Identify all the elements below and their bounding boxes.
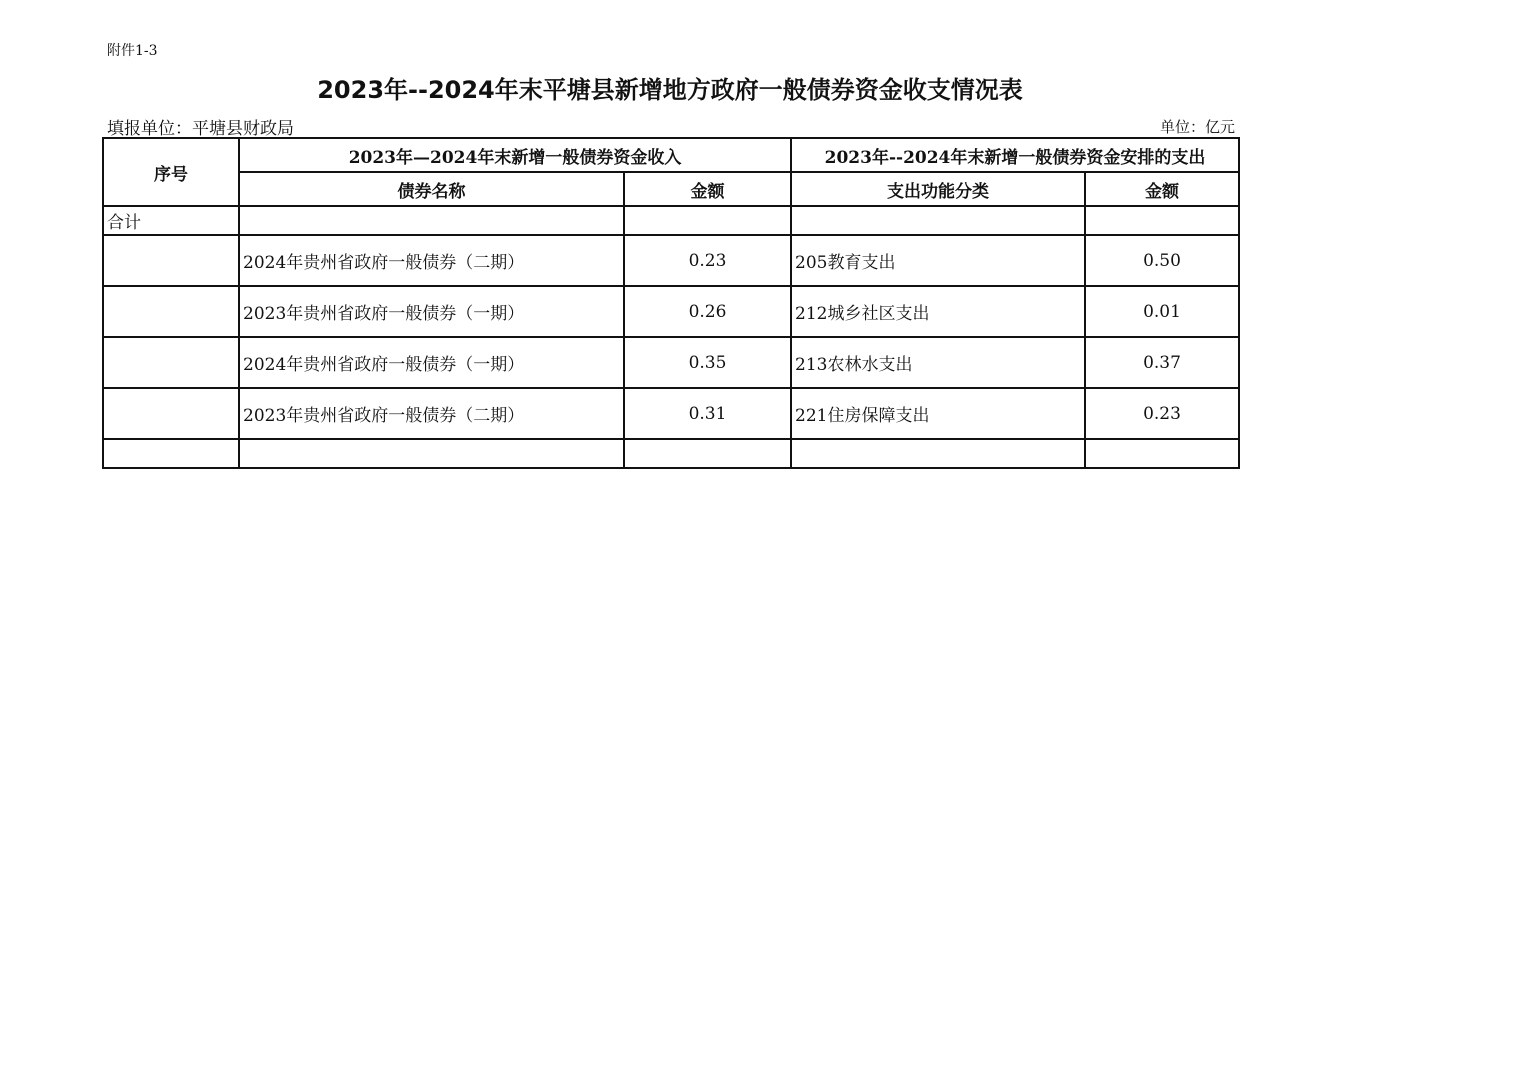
empty-cell	[624, 439, 791, 468]
table-row	[103, 286, 1239, 337]
row-seq	[103, 286, 239, 337]
row-seq	[103, 388, 239, 439]
row-expense-amount: 0.01	[1085, 286, 1239, 337]
header-expense-amount: 金额	[1085, 172, 1239, 206]
row-bond-name: 2024年贵州省政府一般债券（二期）	[239, 235, 624, 286]
table-row	[103, 235, 1239, 286]
header-income-group: 2023年—2024年末新增一般债券资金收入	[239, 138, 791, 172]
row-seq	[103, 337, 239, 388]
row-income-amount: 0.35	[624, 337, 791, 388]
empty-row	[103, 439, 1239, 468]
table-row	[103, 388, 1239, 439]
row-expense-amount: 0.50	[1085, 235, 1239, 286]
total-row	[103, 206, 1239, 235]
table-row	[103, 337, 1239, 388]
header-function-category: 支出功能分类	[791, 172, 1085, 206]
row-function-category: 205教育支出	[791, 235, 1085, 286]
reporting-unit: 填报单位：平塘县财政局	[107, 119, 294, 139]
attachment-label: 附件1-3	[107, 43, 158, 59]
empty-cell	[239, 439, 624, 468]
header-income-amount: 金额	[624, 172, 791, 206]
unit-label: 单位：亿元	[1159, 118, 1235, 136]
header-seq: 序号	[103, 138, 239, 206]
empty-cell	[791, 439, 1085, 468]
bond-table	[102, 137, 1240, 469]
total-cell	[624, 206, 791, 235]
header-row-2	[103, 172, 1239, 206]
total-label: 合计	[103, 206, 239, 235]
row-income-amount: 0.31	[624, 388, 791, 439]
total-cell	[791, 206, 1085, 235]
page-title: 2023年--2024年末平塘县新增地方政府一般债券资金收支情况表	[317, 76, 1023, 104]
row-income-amount: 0.26	[624, 286, 791, 337]
total-cell	[1085, 206, 1239, 235]
header-bond-name: 债券名称	[239, 172, 624, 206]
empty-cell	[1085, 439, 1239, 468]
row-income-amount: 0.23	[624, 235, 791, 286]
row-seq	[103, 235, 239, 286]
total-cell	[239, 206, 624, 235]
header-expense-group: 2023年--2024年末新增一般债券资金安排的支出	[791, 138, 1239, 172]
row-function-category: 221住房保障支出	[791, 388, 1085, 439]
row-bond-name: 2024年贵州省政府一般债券（一期）	[239, 337, 624, 388]
row-expense-amount: 0.37	[1085, 337, 1239, 388]
row-function-category: 213农林水支出	[791, 337, 1085, 388]
row-expense-amount: 0.23	[1085, 388, 1239, 439]
row-function-category: 212城乡社区支出	[791, 286, 1085, 337]
header-row-1	[103, 138, 1239, 172]
row-bond-name: 2023年贵州省政府一般债券（二期）	[239, 388, 624, 439]
empty-cell	[103, 439, 239, 468]
row-bond-name: 2023年贵州省政府一般债券（一期）	[239, 286, 624, 337]
